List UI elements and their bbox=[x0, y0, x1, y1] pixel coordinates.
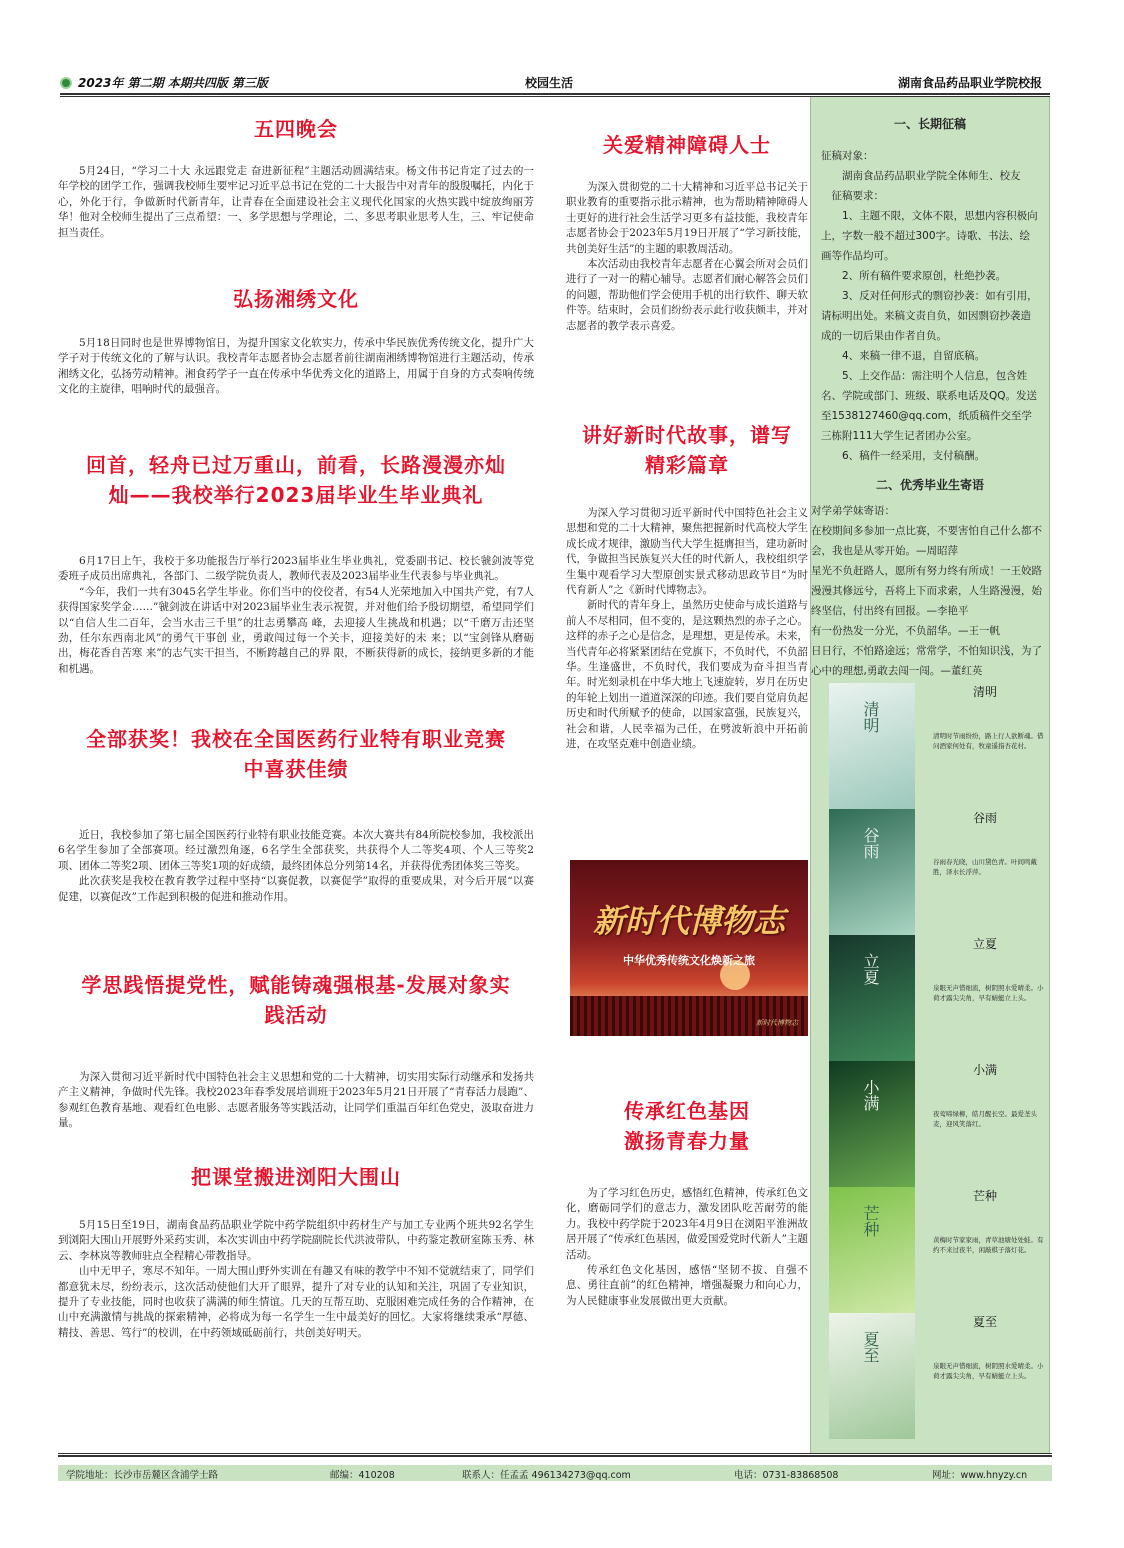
poster-crowd bbox=[570, 996, 808, 1036]
solar-term-name: 小满 bbox=[972, 1063, 997, 1077]
solar-term-poem: 夜莺啼绿柳，皓月醒长空。最爱垄头麦，迎风笑落红。 bbox=[933, 1110, 1037, 1128]
article-xiangxiu bbox=[58, 284, 534, 398]
paragraph: 为深入学习贯彻习近平新时代中国特色社会主义思想和党的二十大精神，聚焦把握新时代高校大学生成长成才规律，激励当代大学生挺膺担当，建功新时代，争做担当民族复兴大任的时代新人，我校组织学生集中观看学习大型原创实景式移动思政节目“为时代育新人”之《新时代博物志》。 bbox=[566, 507, 808, 597]
solar-term-name: 清明 bbox=[972, 685, 997, 699]
paragraph: “今年，我们一共有3045名学生毕业。你们当中的佼佼者，有54人光荣地加入中国共产党，有7人获得国家奖学金……”虢剑波在讲话中对2023届毕业生表示祝贺，并对他们给予殷切期望，希望同学们以“自信人生二百年，会当水击三千里”的壮志勇攀高 峰，去迎接人生挑战和机遇；以“千磨万击还坚劲，任尔东西南北风”的勇气干事创 业，勇敢闯过每一个关卡，迎接美好的未 来；以“宝剑锋从磨砺出，梅花香自苦寒 来”的志气实干担当，不断跨越自己的界 限，不断获得新的成长，接纳更多新的才能和机遇。 bbox=[58, 585, 534, 675]
article-body bbox=[566, 180, 808, 334]
masthead bbox=[60, 72, 1050, 94]
article-title: 把课堂搬进浏阳大围山 bbox=[191, 1165, 401, 1189]
solar-term-row bbox=[829, 1061, 1051, 1187]
footer bbox=[58, 1465, 1052, 1481]
article-body bbox=[58, 1070, 534, 1132]
article-title-line2: 激扬青春力量 bbox=[624, 1129, 750, 1153]
article-title-line1: 传承红色基因 bbox=[624, 1099, 750, 1123]
issue-text: 2023年 第二期 本期共四版 第三版 bbox=[78, 76, 268, 90]
text-line: 1、主题不限，文体不限，思想内容积极向上，字数一般不超过300字。诗歌、书法、绘画等作品均可。 bbox=[821, 210, 1038, 262]
sidebar-section-title: 二、优秀毕业生寄语 bbox=[875, 478, 984, 492]
paragraph: 传承红色文化基因，感悟“坚韧不拔、自强不息、勇往直前”的红色精神，增强凝聚力和向心力，为人民健康事业发展做出更大贡献。 bbox=[566, 1264, 808, 1307]
text-line: 星光不负赶路人，愿所有努力终有所成！一王姣路漫漫其修远兮，吾将上下而求索，人生路漫漫，始终坚信，付出终有回报。—李艳平 bbox=[811, 565, 1042, 617]
solar-term-image bbox=[829, 683, 915, 809]
school-logo-icon bbox=[60, 77, 72, 89]
paragraph: 此次获奖是我校在教育教学过程中坚持“以赛促教，以赛促学”取得的重要成果，对今后开展“以赛促建，以赛促改”工作起到积极的促进和推动作用。 bbox=[58, 875, 534, 903]
article-title-line1: 回首，轻舟已过万重山，前看，长路漫漫亦灿 bbox=[86, 453, 506, 477]
paragraph: 为深入贯彻党的二十大精神和习近平总书记关于职业教育的重要指示批示精神，也为帮助精神障碍人士更好的进行社会生活学习更多有益技能，我校青年志愿者协会于2023年5月19日开展了“学习新技能，共创美好生活”的主题的职教周活动。 bbox=[566, 181, 808, 255]
poster-subtitle: 中华优秀传统文化焕新之旅 bbox=[623, 954, 755, 967]
solar-term-image bbox=[829, 809, 915, 935]
solar-term-poem: 泉眼无声惜细流，树阴照水爱晴柔。小荷才露尖尖角，早有蜻蜓立上头。 bbox=[933, 1362, 1044, 1380]
text-line: 6、稿件一经采用，支付稿酬。 bbox=[821, 450, 986, 462]
text-line: 征稿要求： bbox=[821, 190, 884, 202]
solar-term-image-text: 小满 bbox=[861, 1079, 880, 1111]
article-title: 关爱精神障碍人士 bbox=[603, 133, 771, 157]
text-line: 有一份热发一分光，不负韶华。—王一帆 bbox=[811, 625, 1000, 637]
text-line: 征稿对象： bbox=[821, 150, 874, 162]
solar-term-image-text: 芒种 bbox=[861, 1205, 880, 1237]
sidebar-section-title: 一、长期征稿 bbox=[893, 117, 966, 131]
footer-postcode: 邮编：410208 bbox=[330, 1470, 395, 1481]
solar-term-row bbox=[829, 683, 1051, 809]
solar-term-image bbox=[829, 1313, 915, 1439]
text-line: 5、上交作品：需注明个人信息，包含姓名、学院或部门、班级、联系电话及QQ。发送至1538127460@qq.com，纸质稿件交至学三栋附111大学生记者团办公室。 bbox=[821, 370, 1038, 442]
solar-term-image-text: 清明 bbox=[861, 701, 880, 733]
article-dawei-mountain bbox=[58, 1162, 534, 1341]
article-wusi bbox=[58, 114, 534, 241]
article-title-line2: 灿——我校举行2023届毕业生毕业典礼 bbox=[108, 483, 484, 507]
article-body bbox=[566, 506, 808, 753]
article-practice bbox=[58, 970, 534, 1132]
article-body bbox=[58, 336, 534, 398]
solar-term-row bbox=[829, 1313, 1051, 1439]
solar-term-name: 芒种 bbox=[972, 1189, 997, 1203]
solar-term-row bbox=[829, 809, 1051, 935]
text-line: 3、反对任何形式的剽窃抄袭：如有引用，请标明出处。来稿文责自负，如因剽窃抄袭造成的一切后果由作者自负。 bbox=[821, 290, 1038, 342]
article-title-line2: 践活动 bbox=[264, 1003, 328, 1027]
solar-term-row bbox=[829, 935, 1051, 1061]
poster-title: 新时代博物志 bbox=[592, 902, 785, 940]
paragraph: 本次活动由我校青年志愿者在心翼会所对会员们进行了一对一的精心辅导。志愿者们耐心解答会员们的问题，帮助他们学会使用手机的出行软件、聊天软件等。结束时，会员们纷纷表示此行收获颇丰，并对志愿者的教学表示喜爱。 bbox=[566, 258, 808, 332]
footer-address: 学院地址：长沙市岳麓区含浦学士路 bbox=[66, 1470, 219, 1481]
footer-phone: 电话：0731-83868508 bbox=[734, 1470, 839, 1481]
text-line: 对学弟学妹寄语： bbox=[811, 505, 895, 517]
article-body bbox=[58, 828, 534, 905]
solar-term-row bbox=[829, 1187, 1051, 1313]
footer-contact: 联系人：任孟孟 496134273@qq.com bbox=[462, 1470, 631, 1481]
solar-term-image bbox=[829, 1187, 915, 1313]
article-competition bbox=[58, 724, 534, 905]
article-title: 五四晚会 bbox=[254, 117, 338, 141]
sidebar bbox=[810, 97, 1050, 1453]
article-red-gene bbox=[566, 1096, 808, 1309]
article-title: 弘扬湘绣文化 bbox=[233, 287, 359, 311]
solar-term-poem: 黄梅时节家家雨，青草池塘处处蛙。有约不来过夜半，闲敲棋子落灯花。 bbox=[933, 1236, 1044, 1254]
footer-rule bbox=[58, 1453, 1052, 1457]
text-line: 湖南食品药品职业学院全体师生、校友 bbox=[821, 170, 1021, 182]
section-title: 校园生活 bbox=[525, 76, 574, 90]
solar-term-poem: 泉眼无声惜细流，树阴照水爱晴柔。小荷才露尖尖角，早有蜻蜓立上头。 bbox=[933, 984, 1044, 1002]
solar-term-image bbox=[829, 935, 915, 1061]
paragraph: 5月24日，“学习二十大 永远跟党走 奋进新征程”主题活动圆满结束。杨文伟书记肯定了过去的一年学校的团学工作，强调我校师生要牢记习近平总书记在党的二十大报告中对青年的殷殷嘱托，内化于心，外化于行，争做新时代新青年，让青春在全面建设社会主义现代化国家的火热实践中绽放绚丽芳华！他对全校师生提出了三点希望：一、多学思想与学理论，二、多思考职业思考人生，三、牢记使命担当责任。 bbox=[58, 165, 534, 239]
article-body bbox=[58, 1218, 534, 1341]
article-title-line2: 中喜获佳绩 bbox=[243, 757, 349, 781]
article-new-era bbox=[566, 420, 808, 753]
article-body bbox=[58, 554, 534, 677]
solar-term-image-text: 立夏 bbox=[861, 953, 880, 985]
article-graduation bbox=[58, 450, 534, 677]
call-for-papers bbox=[811, 146, 1049, 466]
graduate-messages bbox=[811, 501, 1049, 681]
paragraph: 山中无甲子，寒尽不知年。一周大围山野外实训在有趣又有味的教学中不知不觉就结束了，同学们都意犹未尽，纷纷表示，这次活动使他们大开了眼界，提升了对专业的认知和关注，巩固了专业知识，提升了专业技能，同时也收获了满满的师生情谊。几天的互帮互助、克服困难完成任务的合作精神，在山中充满激情与挑战的探索精神，必将成为每一名学生一生中最美好的回忆。大家将继续秉承“厚德、精技、善思、笃行”的校训，在中药领域砥砺前行，共创美好明天。 bbox=[58, 1265, 534, 1339]
paragraph: 近日，我校参加了第七届全国医药行业特有职业技能竞赛。本次大赛共有84所院校参加，我校派出6名学生参加了全部赛项。经过激烈角逐，6名学生全部获奖，共获得个人二等奖4项、个人三等奖2项、团体二等奖2项、团体三等奖1项的好成绩，最终团体总分列第14名，并获得优秀团体奖三等奖。 bbox=[58, 829, 534, 872]
poster-image bbox=[570, 860, 808, 1036]
text-line: 在校期间多参加一点比赛，不要害怕自己什么都不会，我也是从零开始。—周昭萍 bbox=[811, 525, 1042, 557]
paragraph: 5月18日同时也是世界博物馆日，为提升国家文化软实力，传承中华民族优秀传统文化，提升广大学子对于传统文化的了解与认识。我校青年志愿者协会志愿者前往湖南湘绣博物馆进行主题活动，传承湘绣文化，弘扬劳动精神。湘食药学子一直在传承中华优秀文化的道路上，用属于自身的方式奏响传统文化的主旋律，唱响时代的最强音。 bbox=[58, 337, 534, 396]
text-line: 4、来稿一律不退，自留底稿。 bbox=[821, 350, 986, 362]
solar-term-image-text: 谷雨 bbox=[861, 827, 880, 859]
article-title-line1: 讲好新时代故事，谱写 bbox=[582, 423, 792, 447]
solar-term-poem: 谷雨春光晓，山川黛色青。叶间鸣戴胜，泽水长浮萍。 bbox=[933, 858, 1037, 876]
solar-term-image bbox=[829, 1061, 915, 1187]
article-title-line1: 学思践悟提党性，赋能铸魂强根基-发展对象实 bbox=[81, 973, 511, 997]
paragraph: 5月15日至19日，湖南食品药品职业学院中药学院组织中药材生产与加工专业两个班共92名学生到浏阳大围山开展野外采药实训，本次实训由中药学院副院长代洪波带队，中药鉴定教研室陈玉秀、林云、李林岚等教师驻点全程精心带教指导。 bbox=[58, 1219, 534, 1262]
solar-term-name: 谷雨 bbox=[972, 811, 997, 825]
article-body bbox=[566, 1186, 808, 1309]
paragraph: 6月17日上午，我校于多功能报告厅举行2023届毕业生毕业典礼，党委副书记、校长虢剑波等党委班子成员出席典礼，各部门、二级学院负责人，教师代表及2023届毕业生代表参与毕业典礼。 bbox=[58, 555, 534, 583]
text-line: 日日行，不怕路途远；常常学，不怕知识浅，为了心中的理想,勇敢去闯一闯。—董红英 bbox=[811, 645, 1042, 677]
article-title-line1: 全部获奖！我校在全国医药行业特有职业竞赛 bbox=[86, 727, 506, 751]
solar-term-name: 立夏 bbox=[972, 937, 997, 951]
solar-term-name: 夏至 bbox=[972, 1315, 997, 1329]
paragraph: 新时代的青年身上，虽然历史使命与成长道路与前人不尽相同，但不变的，是这颗热烈的赤子之心。这样的赤子之心是信念，是理想，更是传承。未来，当代青年必将紧紧团结在党旗下，不负时代，不负韶华。生逢盛世，不负时代，我们要成为奋斗担当青年。时光刻录机在中华大地上飞速旋转，岁月在历史的年轮上划出一道道深深的印迹。我们要自觉肩负起历史和时代所赋予的使命，以国家富强，民族复兴，社会和谐，人民幸福为己任，在劈波斩浪中开拓前进，在攻坚克难中创造业绩。 bbox=[566, 599, 808, 751]
poster-corner-mark: 新时代博物志 bbox=[756, 1019, 798, 1027]
paragraph: 为了学习红色历史，感悟红色精神，传承红色文化，磨砺同学们的意志力，激发团队吃苦耐劳的能力。我校中药学院于2023年4月9日在浏阳平淮洲故居开展了“传承红色基因，做爱国爱党时代新人”主题活动。 bbox=[566, 1187, 808, 1261]
solar-term-poem: 清明时节雨纷纷，路上行人欲断魂。借问酒家何处有，牧童遥指杏花村。 bbox=[933, 732, 1044, 750]
footer-website: 网址：www.hnyzy.cn bbox=[932, 1470, 1028, 1481]
paper-name: 湖南食品药品职业学院校报 bbox=[897, 76, 1042, 90]
text-line: 2、所有稿件要求原创，杜绝抄袭。 bbox=[821, 270, 1007, 282]
issue-info bbox=[60, 74, 268, 91]
paragraph: 为深入贯彻习近平新时代中国特色社会主义思想和党的二十大精神，切实用实际行动继承和发扬共产主义精神，争做时代先锋。我校2023年春季发展培训班于2023年5月21日开展了“青春活力晨跑”、参观红色教育基地、观看红色电影、志愿者服务等实践活动，让同学们重温百年红色党史，汲取奋进力量。 bbox=[58, 1071, 534, 1130]
article-mental-care bbox=[566, 130, 808, 334]
solar-term-image-text: 夏至 bbox=[861, 1331, 880, 1363]
article-body bbox=[58, 164, 534, 241]
article-title-line2: 精彩篇章 bbox=[645, 453, 729, 477]
